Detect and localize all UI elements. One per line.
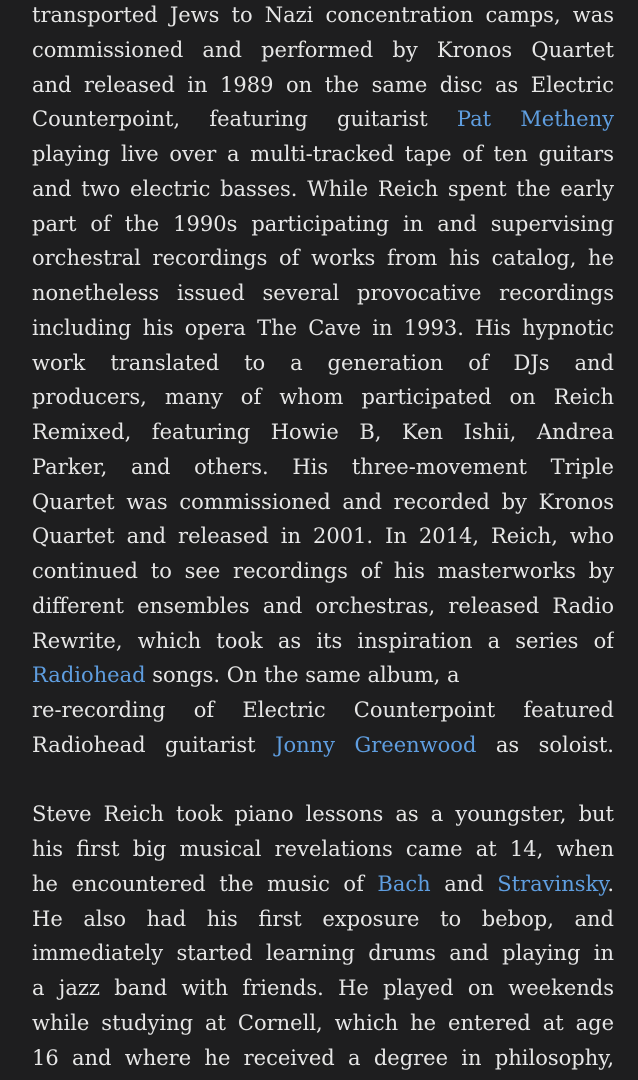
text-span: .: [607, 871, 614, 896]
text-line: Remixed, featuring Howie B, Ken Ishii, Andrea: [32, 420, 614, 444]
text-span: as soloist.: [495, 732, 614, 757]
link-bach[interactable]: Bach: [377, 871, 431, 896]
link-jonny-greenwood[interactable]: Jonny Greenwood: [275, 732, 477, 757]
text-line: playing live over a multi-tracked tape of ten guitars: [32, 142, 614, 166]
text-span: Counterpoint, featuring guitarist: [32, 107, 428, 132]
text-line: Steve Reich took piano lessons as a youngster, but: [32, 802, 614, 827]
text-line: transported Jews to Nazi concentration camps, was: [32, 3, 614, 27]
paragraph-early-life: [32, 797, 614, 1075]
text-line: Parker, and others. His three-movement Triple: [32, 454, 614, 479]
text-line: 16 and where he received a degree in philosophy,: [32, 1045, 614, 1070]
text-line: and two electric basses. While Reich spent the early: [32, 176, 614, 201]
text-line: He also had his first exposure to bebop, and: [32, 906, 614, 931]
text-span: and: [430, 871, 498, 896]
text-line: different ensembles and orchestras, released Radio: [32, 593, 614, 618]
text-line: [32, 728, 614, 763]
text-line: Quartet and released in 2001. In 2014, Reich, who: [32, 524, 614, 549]
text-line: including his opera The Cave in 1993. His hypnotic: [32, 315, 614, 340]
text-line: while studying at Cornell, which he entered at age: [32, 1010, 614, 1035]
text-line: nonetheless issued several provocative recordings: [32, 281, 614, 305]
text-line: continued to see recordings of his masterworks by: [32, 559, 614, 583]
text-line: work translated to a generation of DJs and: [32, 350, 614, 375]
text-span: he encountered the music of: [32, 871, 378, 896]
text-line: [32, 102, 614, 137]
text-span: Radiohead guitarist: [32, 732, 256, 757]
text-line: commissioned and performed by Kronos Quartet: [32, 37, 614, 62]
text-line: orchestral recordings of works from his catalog, he: [32, 246, 614, 271]
text-line: his first big musical revelations came at 14, when: [32, 837, 614, 861]
article-body: [32, 0, 614, 1075]
link-pat-metheny[interactable]: Pat Metheny: [456, 107, 614, 132]
paragraph-spacer: [32, 763, 614, 798]
text-line: [32, 867, 614, 902]
text-line: a jazz band with friends. He played on weekends: [32, 976, 614, 1000]
link-radiohead[interactable]: Radiohead: [32, 663, 146, 688]
text-span: songs. On the same album, a: [145, 663, 460, 688]
text-line: and released in 1989 on the same disc as Electric: [32, 72, 614, 97]
text-line: part of the 1990s participating in and supervising: [32, 211, 614, 236]
text-line: [32, 658, 614, 693]
text-line: immediately started learning drums and playing in: [32, 941, 614, 966]
paragraph-career: [32, 0, 614, 763]
text-line: Quartet was commissioned and recorded by Kronos: [32, 489, 614, 514]
text-line: producers, many of whom participated on Reich: [32, 385, 614, 410]
link-stravinsky[interactable]: Stravinsky: [497, 871, 608, 896]
text-line: Rewrite, which took as its inspiration a series of: [32, 628, 614, 653]
text-line: re-recording of Electric Counterpoint featured: [32, 698, 614, 722]
